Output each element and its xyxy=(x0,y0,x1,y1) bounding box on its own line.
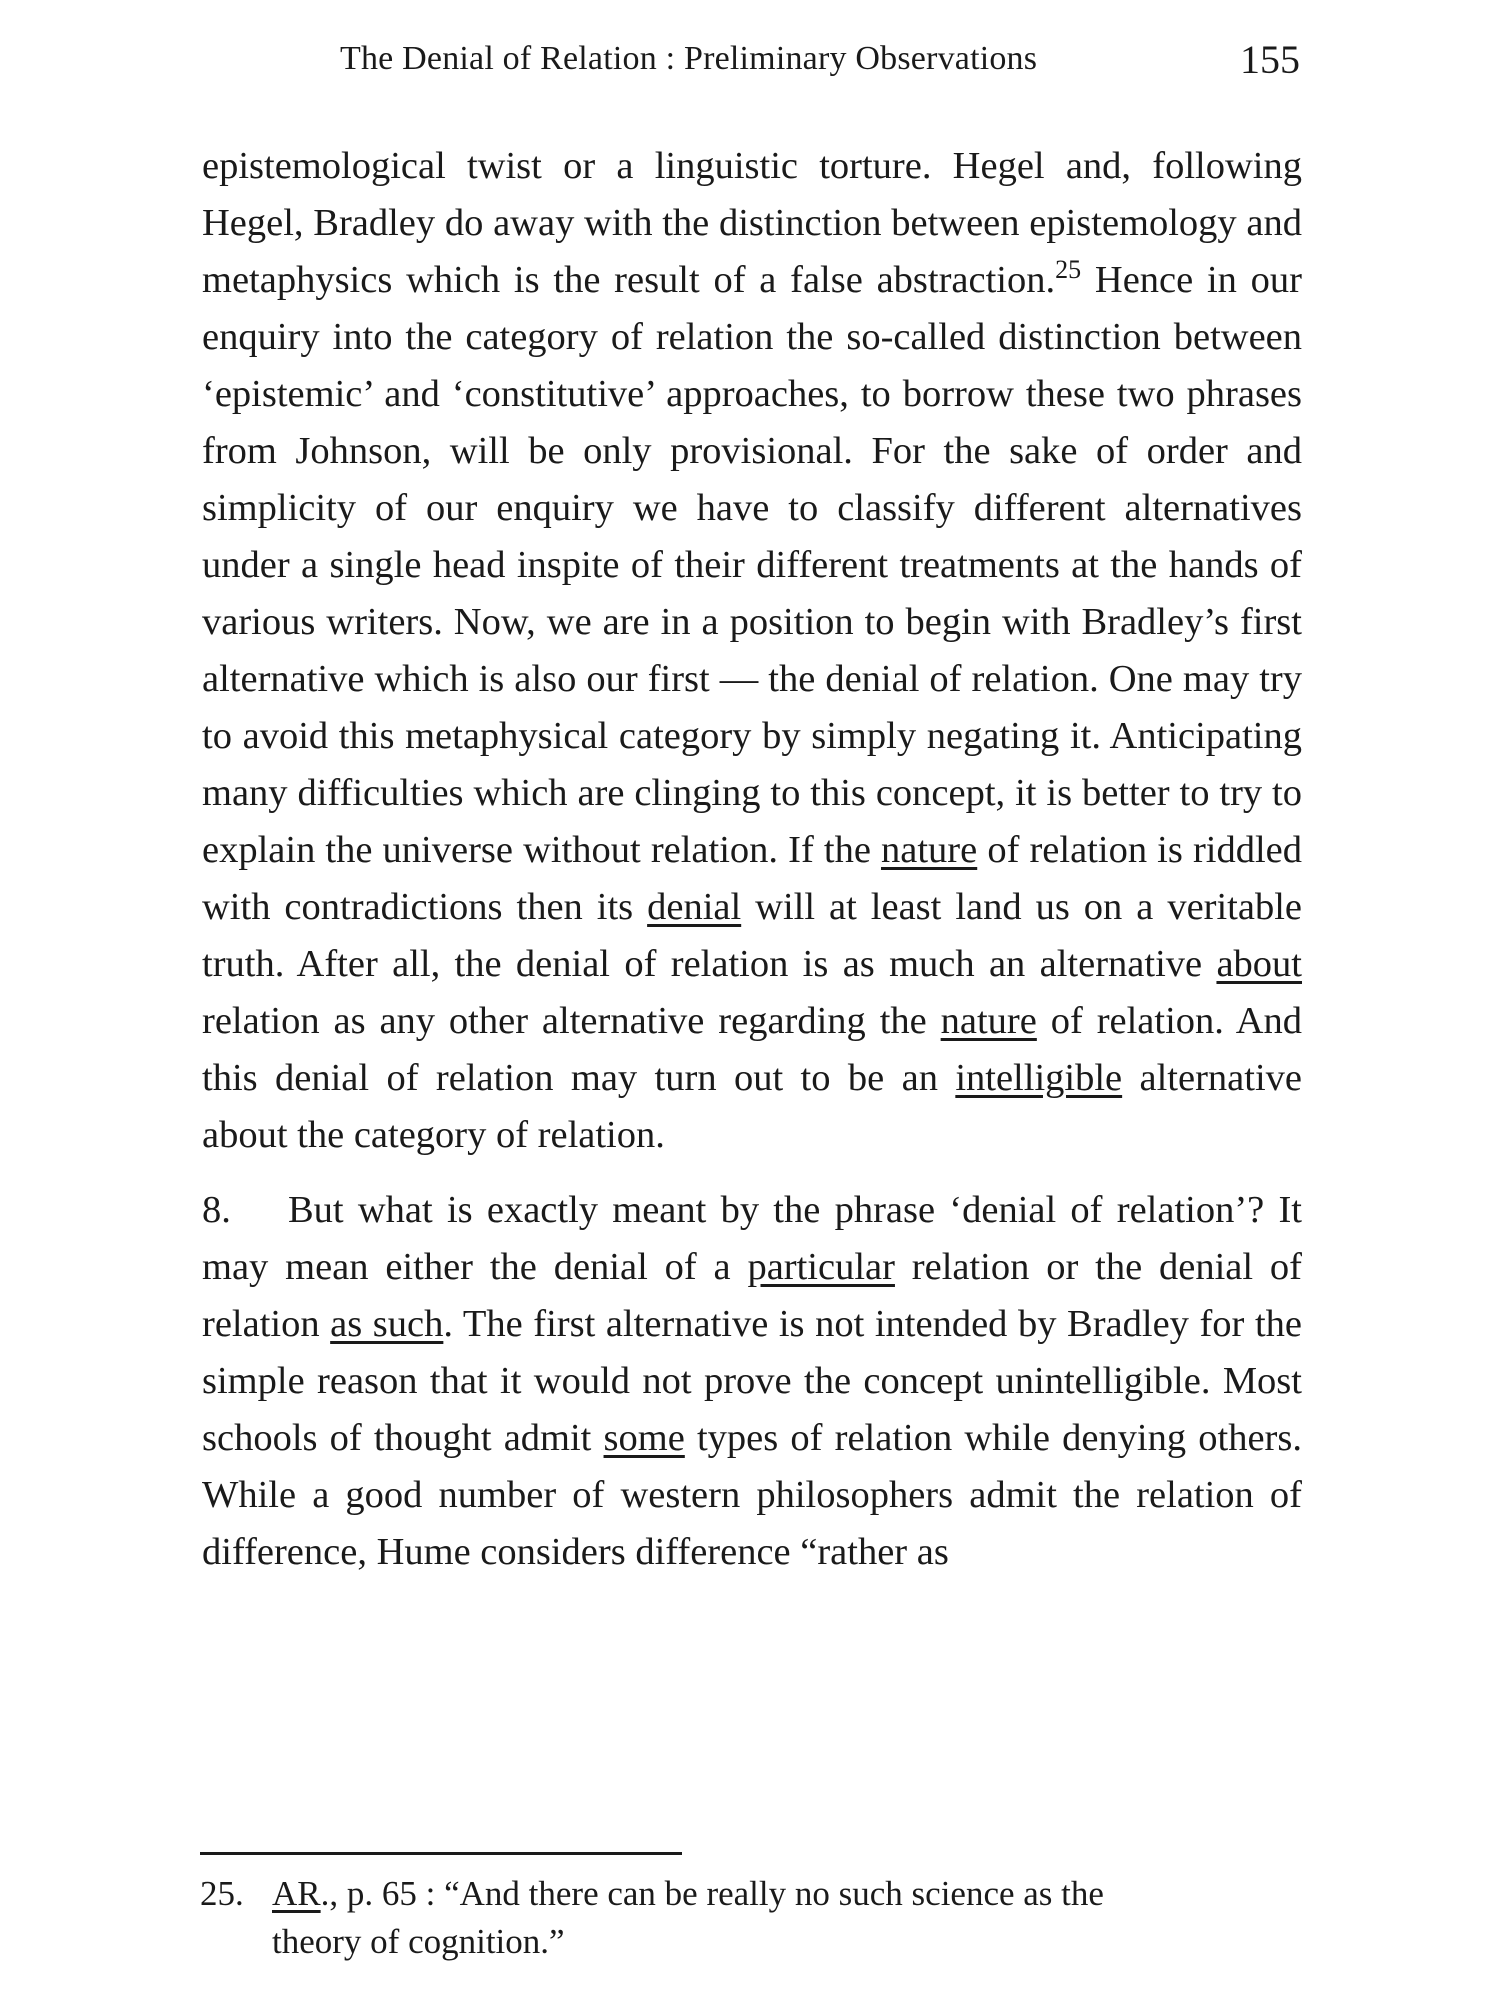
paragraph-2-text-d: types of relation while denying others. While a good number of western philosophers admit the relation of difference, Hume considers difference “rather as xyxy=(202,1417,1302,1573)
underlined-phrase-as-such: as such xyxy=(330,1303,444,1345)
underlined-word-intelligible: intelligible xyxy=(955,1057,1123,1099)
running-head xyxy=(340,36,1300,96)
paragraph-1-text-c: of relation is riddled with contradictions then its xyxy=(202,829,1303,928)
page-number: 155 xyxy=(1240,37,1300,82)
paragraph-1-text-f: of relation. And this denial of relation may turn out to be an xyxy=(202,1000,1302,1099)
paragraph-1-text-b: Hence in our enquiry into the category of relation the so-called distinction between ‘epistemic’ and ‘constitutive’ approaches, to borrow these two phrases from Johnson, will be only provisional. For the sake of order and simplicity of our enquiry we have to classify different alternatives under a single head inspite of their different treatments at the hands of various writers. Now, we are in a position to begin with Bradley’s first alternative which is also our first — the denial of relation. One may try to avoid this metaphysical category by simply negating it. Anticipating many difficulties which are clinging to this concept, it is better to try to explain the universe without relation. If the xyxy=(202,259,1302,871)
running-title: The Denial of Relation : Preliminary Observations xyxy=(340,40,1038,77)
paragraph-2-text-a: But what is exactly meant by the phrase ‘denial of relation’? It may mean either the denial of a xyxy=(202,1189,1302,1288)
footnote-reference: 25 xyxy=(1055,255,1082,285)
paragraph-1-text-d: will at least land us on a veritable truth. After all, the denial of relation is as much an alternative xyxy=(202,886,1302,985)
paragraph-1-text-g: alternative about the category of relation. xyxy=(202,1057,1302,1156)
paragraph-2-text-c: . The first alternative is not intended by Bradley for the simple reason that it would not prove the concept unintelligible. Most schools of thought admit xyxy=(202,1303,1302,1459)
underlined-word-some: some xyxy=(603,1417,685,1459)
paragraph-1-text-e: relation as any other alternative regarding the xyxy=(202,1000,941,1042)
footnote-separator xyxy=(200,1852,682,1855)
body-text xyxy=(202,138,1302,1581)
footnote-line-1 xyxy=(200,1870,1300,1918)
paragraph-1-text-a: epistemological twist or a linguistic torture. Hegel and, following Hegel, Bradley do away with the distinction between epistemology and metaphysics which is the result of a false abstraction. xyxy=(202,145,1302,301)
underlined-word-nature: nature xyxy=(881,829,978,871)
footnote-25 xyxy=(200,1870,1300,1966)
paragraph-1 xyxy=(202,138,1302,1164)
underlined-word-about: about xyxy=(1216,943,1302,985)
underlined-word-nature-2: nature xyxy=(940,1000,1037,1042)
footnote-label: 25. xyxy=(200,1874,244,1913)
paragraph-2 xyxy=(202,1182,1302,1581)
footnote-text-a: ., p. 65 : “And there can be really no such science as the xyxy=(320,1874,1104,1913)
section-number: 8. xyxy=(202,1189,231,1231)
footnote-line-2: theory of cognition.” xyxy=(272,1922,565,1961)
underlined-word-denial: denial xyxy=(647,886,742,928)
footnote-abbreviation: AR xyxy=(272,1874,321,1913)
underlined-word-particular: particular xyxy=(747,1246,895,1288)
paragraph-2-text-b: relation or the denial of relation xyxy=(202,1246,1302,1345)
